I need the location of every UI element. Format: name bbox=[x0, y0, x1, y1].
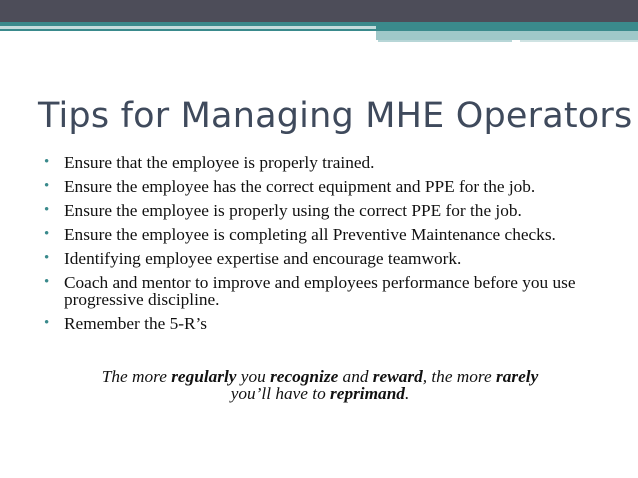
bullet-text: Coach and mentor to improve and employees performance before you use progressive discipline. bbox=[64, 273, 576, 309]
bullet-item bbox=[44, 178, 614, 195]
bullet-item bbox=[44, 315, 614, 332]
bullet-item bbox=[44, 202, 614, 219]
quote-text: and bbox=[338, 367, 373, 386]
quote-text: , the more bbox=[422, 367, 497, 386]
quote-text: you bbox=[236, 367, 271, 386]
header-band-accent-left bbox=[0, 26, 376, 29]
bullet-text: Ensure the employee has the correct equipment and PPE for the job. bbox=[64, 177, 536, 196]
bullet-icon: • bbox=[44, 154, 50, 170]
quote-text: The more bbox=[101, 367, 172, 386]
bullet-icon: • bbox=[44, 226, 50, 242]
quote-text: you’ll have to bbox=[230, 384, 331, 403]
bullet-icon: • bbox=[44, 178, 50, 194]
bullet-icon: • bbox=[44, 250, 50, 266]
bullet-text: Ensure that the employee is properly trained. bbox=[64, 153, 375, 172]
bullet-text: Identifying employee expertise and encourage teamwork. bbox=[64, 249, 462, 268]
header-band-accent-right bbox=[376, 31, 638, 40]
bullet-item bbox=[44, 274, 614, 308]
bullet-item bbox=[44, 250, 614, 267]
bullet-item bbox=[44, 154, 614, 171]
quote-emphasis: reward bbox=[372, 367, 423, 386]
closing-quote bbox=[40, 368, 600, 402]
bullet-text: Ensure the employee is completing all Preventive Maintenance checks. bbox=[64, 225, 556, 244]
quote-emphasis: regularly bbox=[171, 367, 237, 386]
bullet-text: Ensure the employee is properly using the correct PPE for the job. bbox=[64, 201, 522, 220]
quote-emphasis: reprimand bbox=[330, 384, 405, 403]
quote-emphasis: rarely bbox=[496, 367, 539, 386]
quote-text: . bbox=[404, 384, 410, 403]
header-rule-right bbox=[520, 40, 638, 42]
header-rule-left bbox=[378, 40, 512, 42]
slide-title: Tips for Managing MHE Operators bbox=[38, 96, 633, 136]
header-band-dark bbox=[0, 0, 638, 22]
bullet-icon: • bbox=[44, 315, 50, 331]
quote-emphasis: recognize bbox=[270, 367, 339, 386]
bullet-text: Remember the 5-R’s bbox=[64, 314, 208, 333]
bullet-item bbox=[44, 226, 614, 243]
bullet-list bbox=[44, 154, 614, 339]
bullet-icon: • bbox=[44, 274, 50, 290]
bullet-icon: • bbox=[44, 202, 50, 218]
